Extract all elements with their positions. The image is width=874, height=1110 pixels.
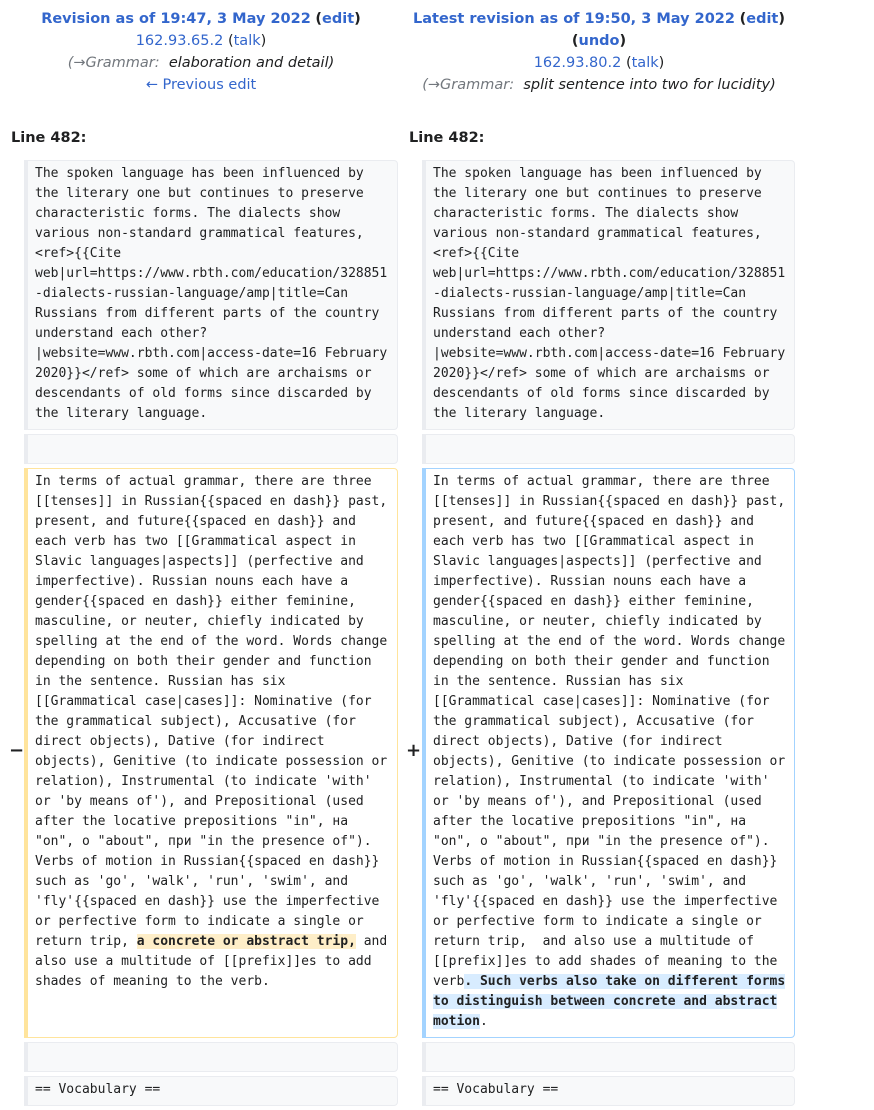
added-text-before: In terms of actual grammar, there are three [[tenses]] in Russian{{spaced en dash}} past, present, and future{{spaced en dash}} and each verb has two [[Grammatical aspect in Slavic languages|aspects]] (perfective and imperfective). Russian nouns each have a gender{{spaced en dash}} either feminine, masculine, or neuter, chiefly indicated by spelling at the end of the word. Words change depending on both their gender and function in the sentence. Russian has six [[Grammatical case|cases]]: Nominative (for the grammatical subject), Accusative (for direct objects), Dative (for indirect objects), Genitive (to indicate possession or relation), Instrumental (to indicate 'with' or 'by means of'), and Prepositional (used after the locative prepositions "in", на "on", о "about", при "in the presence of"). Verbs of motion in Russian{{spaced en dash}} such as 'go', 'walk', 'run', 'swim', and 'fly'{{spaced en dash}} use the imperfective or perfective form to indicate a single or return trip, and also use a multitude of [[prefix]]es to add shades of meaning to the verb <box>433 474 786 989</box>
new-talk-link[interactable]: talk <box>631 55 659 71</box>
deleted-line <box>24 468 398 1038</box>
paren-open: ( <box>739 11 747 27</box>
added-text-after: . <box>479 1014 488 1029</box>
section-arrow[interactable]: (→ <box>67 55 86 71</box>
paren-open: ( <box>227 33 234 49</box>
paren-open: ( <box>571 33 579 49</box>
added-line-marker: + <box>406 740 422 761</box>
paren-open: ( <box>625 55 632 71</box>
undo-link[interactable]: undo <box>578 33 620 49</box>
old-revision-header <box>0 8 402 96</box>
paren-close: ) <box>260 33 267 49</box>
empty-context-right <box>422 434 795 464</box>
context-line-left: The spoken language has been influenced by the literary one but continues to preserve characteristic forms. The dialects show various non-standard grammatical features, <ref>{{Cite web|url=https://www.rbth.com/education/328851 -dialects-russian-language/amp|title=Can Russians from different parts of the country understand each other? |website=www.rbth.com|access-date=16 February 2020}}</ref> some of which are archaisms or descendants of old forms since discarded by the literary language. <box>24 160 398 430</box>
summary-text: elaboration and detail) <box>168 55 335 71</box>
old-edit-summary <box>0 52 402 74</box>
empty-context-left <box>24 1042 398 1072</box>
vocabulary-context-left: == Vocabulary == <box>24 1076 398 1106</box>
old-user-link[interactable]: 162.93.65.2 <box>135 33 224 49</box>
new-edit-summary <box>402 74 796 96</box>
empty-context-right <box>422 1042 795 1072</box>
old-edit-link[interactable]: edit <box>322 11 355 27</box>
section-arrow[interactable]: (→ <box>422 77 441 93</box>
vocabulary-context-right: == Vocabulary == <box>422 1076 795 1106</box>
deleted-line-marker: − <box>9 740 25 761</box>
paren-close: ) <box>619 33 627 49</box>
new-edit-link[interactable]: edit <box>746 11 779 27</box>
line-number-left: Line 482: <box>11 130 87 146</box>
deleted-highlight: a concrete or abstract trip, <box>136 934 356 949</box>
deleted-text-after: and also use a multitude of [[prefix]]es to add shades of meaning to the verb. <box>35 934 388 989</box>
added-line <box>422 468 795 1038</box>
added-highlight: . Such verbs also take on different forms to distinguish between concrete and abstract motion <box>433 974 786 1029</box>
summary-text: split sentence into two for lucidity) <box>523 77 776 93</box>
paren-close: ) <box>778 11 785 27</box>
line-number-right: Line 482: <box>409 130 485 146</box>
deleted-text-before: In terms of actual grammar, there are three [[tenses]] in Russian{{spaced en dash}} past, present, and future{{spaced en dash}} and each verb has two [[Grammatical aspect in Slavic languages|aspects]] (perfective and imperfective). Russian nouns each have a gender{{spaced en dash}} either feminine, masculine, or neuter, chiefly indicated by spelling at the end of the word. Words change depending on both their gender and function in the sentence. Russian has six [[Grammatical case|cases]]: Nominative (for the grammatical subject), Accusative (for direct objects), Dative (for indirect objects), Genitive (to indicate possession or relation), Instrumental (to indicate 'with' or 'by means of'), and Prepositional (used after the locative prepositions "in", на "on", о "about", при "in the presence of"). Verbs of motion in Russian{{spaced en dash}} such as 'go', 'walk', 'run', 'swim', and 'fly'{{spaced en dash}} use the imperfective or perfective form to indicate a single or return trip, <box>35 474 388 949</box>
new-user-link[interactable]: 162.93.80.2 <box>533 55 622 71</box>
empty-context-left <box>24 434 398 464</box>
paren-open: ( <box>315 11 323 27</box>
paren-close: ) <box>658 55 665 71</box>
context-line-right: The spoken language has been influenced by the literary one but continues to preserve characteristic forms. The dialects show various non-standard grammatical features, <ref>{{Cite web|url=https://www.rbth.com/education/328851 -dialects-russian-language/amp|title=Can Russians from different parts of the country understand each other? |website=www.rbth.com|access-date=16 February 2020}}</ref> some of which are archaisms or descendants of old forms since discarded by the literary language. <box>422 160 795 430</box>
new-revision-link[interactable]: Latest revision as of 19:50, 3 May 2022 <box>412 11 735 27</box>
section-link[interactable]: Grammar: <box>440 77 515 93</box>
old-talk-link[interactable]: talk <box>233 33 261 49</box>
paren-close: ) <box>354 11 361 27</box>
section-link[interactable]: Grammar: <box>85 55 160 71</box>
old-revision-link[interactable]: Revision as of 19:47, 3 May 2022 <box>41 11 311 27</box>
new-revision-header <box>402 8 796 96</box>
previous-edit-link[interactable]: ← Previous edit <box>145 77 257 93</box>
